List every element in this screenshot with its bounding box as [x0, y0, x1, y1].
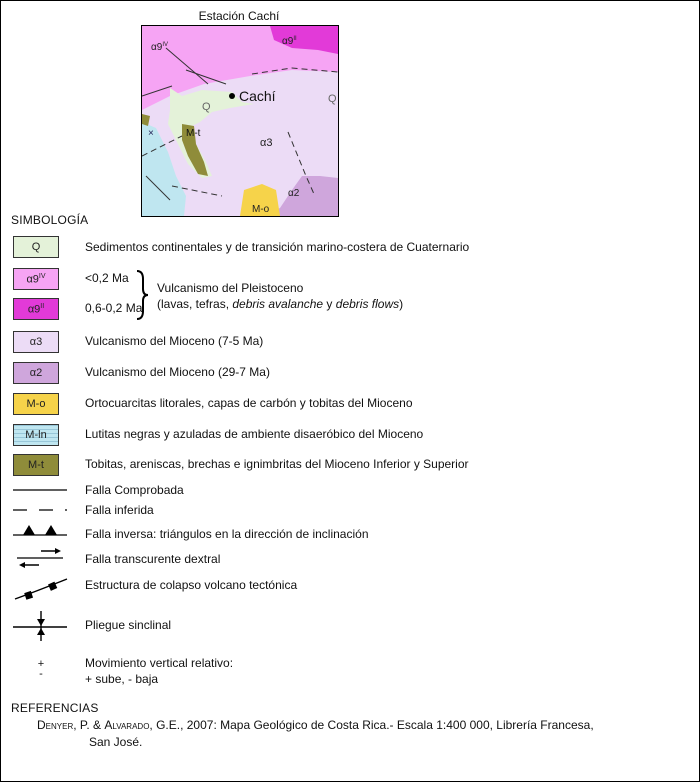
legend-text-mt: Tobitas, areniscas, brechas e ignimbritas del Mioceno Inferior y Superior — [85, 457, 469, 471]
reference-entry: Denyer, P. & Alvarado, G.E., 2007: Mapa Geológico de Costa Rica.- Escala 1:400 000, Librería Francesa, San José. — [37, 718, 594, 749]
legend-title: SIMBOLOGÍA — [11, 213, 89, 227]
map-label-mo: M-o — [252, 204, 270, 215]
legend-swatch-alpha2 — [13, 362, 59, 384]
legend-text-movimiento-detail: + sube, - baja — [85, 672, 159, 686]
map-label-q: Q — [328, 93, 337, 105]
syncline-icon — [11, 609, 71, 643]
pleistocene-line1: Vulcanismo del Pleistoceno — [157, 281, 304, 295]
solid-line-icon — [11, 483, 71, 497]
swatch-code: $\alpha 9^{IV}$ — [26, 272, 46, 286]
legend-swatch-alpha9ii — [13, 298, 59, 320]
strike-slip-icon — [11, 545, 71, 571]
thrust-fault-icon — [11, 519, 71, 539]
map-label-alpha2: α2 — [288, 188, 300, 199]
legend-text-falla-inferida: Falla inferida — [85, 503, 154, 517]
vertical-movement-icon — [37, 659, 45, 679]
collapse-structure-icon — [11, 575, 73, 603]
plus-sign: + — [37, 658, 45, 670]
swatch-code: M-t — [28, 459, 44, 471]
map-label-alpha9ii: $\alpha 9^{II}$ — [282, 36, 297, 47]
legend-text-movimiento: Movimiento vertical relativo: — [85, 656, 234, 670]
legend-text-colapso: Estructura de colapso volcano tectónica — [85, 578, 298, 592]
map-label-mt: M-t — [186, 128, 201, 139]
swatch-code: $\alpha 9^{II}$ — [27, 302, 45, 316]
legend-text-falla-transcurrente: Falla transcurente dextral — [85, 552, 221, 566]
legend-text-q: Sedimentos continentales y de transición marino-costera de Cuaternario — [85, 240, 470, 254]
legend-text-alpha3: Vulcanismo del Mioceno (7-5 Ma) — [85, 334, 264, 348]
pleistocene-line2: (lavas, tefras, debris avalanche y debris flows) — [157, 297, 404, 311]
references-title: REFERENCIAS — [11, 701, 99, 715]
legend-text-sinclinal: Pliegue sinclinal — [85, 618, 172, 632]
legend-swatch-q — [13, 236, 59, 258]
map-label-q: Q — [202, 101, 211, 113]
legend-text-alpha9ii: 0,6-0,2 Ma — [85, 301, 143, 315]
legend-text-falla-comprobada: Falla Comprobada — [85, 483, 184, 497]
legend-text-alpha2: Vulcanismo del Mioceno (29-7 Ma) — [85, 365, 270, 379]
map-label-alpha9iv: $\alpha 9^{IV}$ — [151, 42, 169, 53]
legend-text-mln: Lutitas negras y azuladas de ambiente disaeróbico del Mioceno — [85, 427, 424, 441]
swatch-code: M-ln — [25, 429, 47, 441]
swatch-code: M-o — [26, 398, 46, 410]
swatch-code: α2 — [29, 367, 43, 379]
dashed-line-icon — [11, 503, 71, 517]
legend-swatch-alpha3 — [13, 331, 59, 353]
legend-swatch-mo — [13, 393, 59, 415]
legend-text-falla-inversa: Falla inversa: triángulos en la dirección de inclinación — [85, 527, 369, 541]
minus-sign: - — [39, 668, 43, 680]
brace-icon — [135, 269, 149, 321]
legend-swatch-mt — [13, 454, 59, 476]
map-cross-symbol: × — [148, 128, 154, 139]
legend-swatch-mln — [13, 424, 59, 446]
swatch-code: α3 — [29, 336, 43, 348]
geologic-map-svg — [142, 26, 338, 216]
legend-text-mo: Ortocuarcitas litorales, capas de carbón y tobitas del Mioceno — [85, 396, 413, 410]
legend-swatch-alpha9iv — [13, 268, 59, 290]
cachi-town-marker — [229, 93, 235, 99]
swatch-code: Q — [31, 241, 41, 253]
map-title: Estación Cachí — [198, 9, 280, 23]
legend-text-alpha9iv: <0,2 Ma — [85, 271, 129, 285]
geologic-map — [141, 25, 339, 217]
map-label-town: Cachí — [239, 88, 276, 104]
map-label-alpha3: α3 — [260, 137, 273, 149]
